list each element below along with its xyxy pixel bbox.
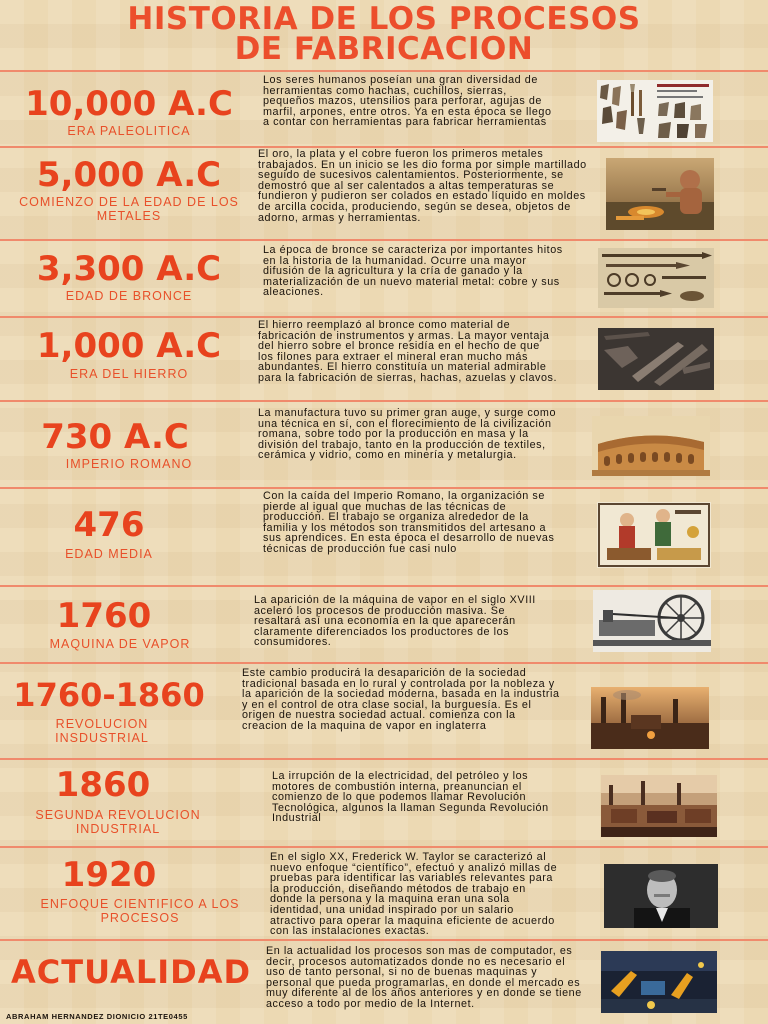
timeline-description: Con la caída del Imperio Romano, la organización se pierde al igual que muchas de las técnicas de producción. El trabajo se organiza alrededor de la familia y los métodos son transmitidos del artesano a sus aprendices. En esta época el desarrollo de nuevas técnicas de producción fue casi nulo xyxy=(263,490,555,555)
separator xyxy=(0,487,768,489)
timeline-era: COMIENZO DE LA EDAD DE LOS METALES xyxy=(19,195,239,223)
timeline-description: La aparición de la máquina de vapor en el siglo XVIII aceleró los procesos de producción masiva. Se resaltará así una economía en la que aparecerán claramente diferenciados los productores de los consumidores. xyxy=(254,594,536,649)
timeline-description: El hierro reemplazó al bronce como material de fabricación de instrumentos y armas. La mayor ventaja del hierro sobre el bronce residía en el hecho de que los filones para extraer el mineral eran mucho más abundantes. El hierro constituía un material admirable para la fabricación de sierras, hachas, azuelas y clavos. xyxy=(258,319,558,384)
modern-automation-image xyxy=(601,951,717,1013)
separator xyxy=(0,585,768,587)
timeline-year: 1920 xyxy=(61,855,157,895)
colosseum-image xyxy=(592,416,710,476)
timeline-description: La época de bronce se caracteriza por importantes hitos en la historia de la humanidad. Ocurre una mayor difusión de la agricultura y la cría de ganado y la materialización de un nuevo material metal: cobre y sus aleaciones. xyxy=(263,244,563,299)
timeline-description: En la actualidad los procesos son mas de computador, es decir, procesos automatizados donde no es necesario el uso de tanto personal, si no de buenas maquinas y personal que pueda programarlas, en donde el mercado es muy diferente al de los años anteriores y en donde se tiene acceso a todo por medio de la Internet. xyxy=(266,945,582,1010)
timeline-era: REVOLUCION INSDUSTRIAL xyxy=(55,717,149,745)
timeline-description: La manufactura tuvo su primer gran auge, y surge como una técnica en sí, con el florecimiento de la civilización romana, sobre todo por la producción en masa y la división del trabajo, tanto en la producción de textiles, cerámica y vidrio, como en minería y metalurgia. xyxy=(258,407,557,462)
timeline-year: 3,300 A.C xyxy=(36,249,222,289)
timeline-year: 10,000 A.C xyxy=(25,84,233,124)
separator xyxy=(0,400,768,402)
timeline-year: 1860 xyxy=(55,765,151,805)
timeline-era: EDAD DE BRONCE xyxy=(65,289,193,303)
industrial-city-image xyxy=(601,775,717,837)
industrial-factories-image xyxy=(591,687,709,749)
timeline-description: Este cambio producirá la desaparición de la sociedad tradicional basada en lo rural y controlada por la nobleza y la aparición de la sociedad moderna, basada en la industria y en el control de otra clase social, la burguesía. Es el origen de nuestra sociedad actual. comienza con la creacion de la maquina de vapor en inglaterra xyxy=(242,667,560,732)
timeline-description: El oro, la plata y el cobre fueron los primeros metales trabajados. En un inicio se les dio forma por simple martillado seguido de sucesivos calentamientos. Posteriormente, se demostró que al ser calentados a altas temperaturas se fundieron y pudieron ser colados en estado líquido en moldes de arcilla cocida, produciendo, según se desea, objetos de adorno, armas y herramientas. xyxy=(258,148,587,224)
timeline-era: ERA PALEOLITICA xyxy=(67,124,191,138)
timeline-year: 730 A.C xyxy=(41,417,189,457)
timeline-year: 1760-1860 xyxy=(13,676,205,714)
timeline-era: SEGUNDA REVOLUCION INDUSTRIAL xyxy=(35,808,201,836)
timeline-description: En el siglo XX, Frederick W. Taylor se caracterizó al nuevo enfoque “científico”, efectuó y analizó millas de pruebas para identificar las variables relevantes para la producción, diseñando métodos de trabajo en donde la persona y la maquina eran una sola identidad, una unidad inspirado por un salario atractivo para operar la maquina eficiente de acuerdo con las instalaciones exactas. xyxy=(270,851,558,938)
timeline-year: 1760 xyxy=(56,596,152,636)
medieval-artisans-image xyxy=(597,502,711,568)
metal-age-smith-image xyxy=(606,158,714,230)
separator xyxy=(0,316,768,318)
title-line-1: HISTORIA DE LOS PROCESOS xyxy=(127,1,641,37)
timeline-year: 476 xyxy=(73,505,145,545)
frederick-taylor-portrait-image xyxy=(604,864,718,928)
page-title xyxy=(0,1,768,67)
timeline-era: ERA DEL HIERRO xyxy=(69,367,189,381)
timeline-year: 1,000 A.C xyxy=(36,326,222,366)
iron-spearheads-image xyxy=(598,328,714,390)
timeline-era: MAQUINA DE VAPOR xyxy=(49,637,191,651)
timeline-year: 5,000 A.C xyxy=(36,155,222,195)
separator xyxy=(0,846,768,848)
separator xyxy=(0,662,768,664)
separator xyxy=(0,939,768,941)
timeline-era: IMPERIO ROMANO xyxy=(65,457,193,471)
bronze-age-artifacts-image xyxy=(598,248,714,308)
paleolithic-tools-image xyxy=(597,80,713,142)
separator xyxy=(0,70,768,72)
timeline-year: ACTUALIDAD xyxy=(10,953,252,991)
author-footer: ABRAHAM HERNANDEZ DIONICIO 21TE0455 xyxy=(6,1012,188,1021)
steam-engine-image xyxy=(593,590,711,652)
title-line-2: DE FABRICACION xyxy=(234,31,534,67)
timeline-era: ENFOQUE CIENTIFICO A LOS PROCESOS xyxy=(40,897,240,925)
separator xyxy=(0,758,768,760)
timeline-era: EDAD MEDIA xyxy=(65,547,153,561)
timeline-description: La irrupción de la electricidad, del petróleo y los motores de combustión interna, preanuncian el comienzo de lo que podemos llamar Revolución Tecnológica, algunos la llaman Segunda Revolución Industrial xyxy=(272,770,549,825)
separator xyxy=(0,239,768,241)
timeline-description: Los seres humanos poseían una gran diversidad de herramientas como hachas, cuchillos, sierras, pequeños mazos, utensilios para perforar, agujas de marfil, arpones, entre otros. Ya en esta época se llego a contar con herramientas para fabricar herramientas xyxy=(263,74,552,129)
